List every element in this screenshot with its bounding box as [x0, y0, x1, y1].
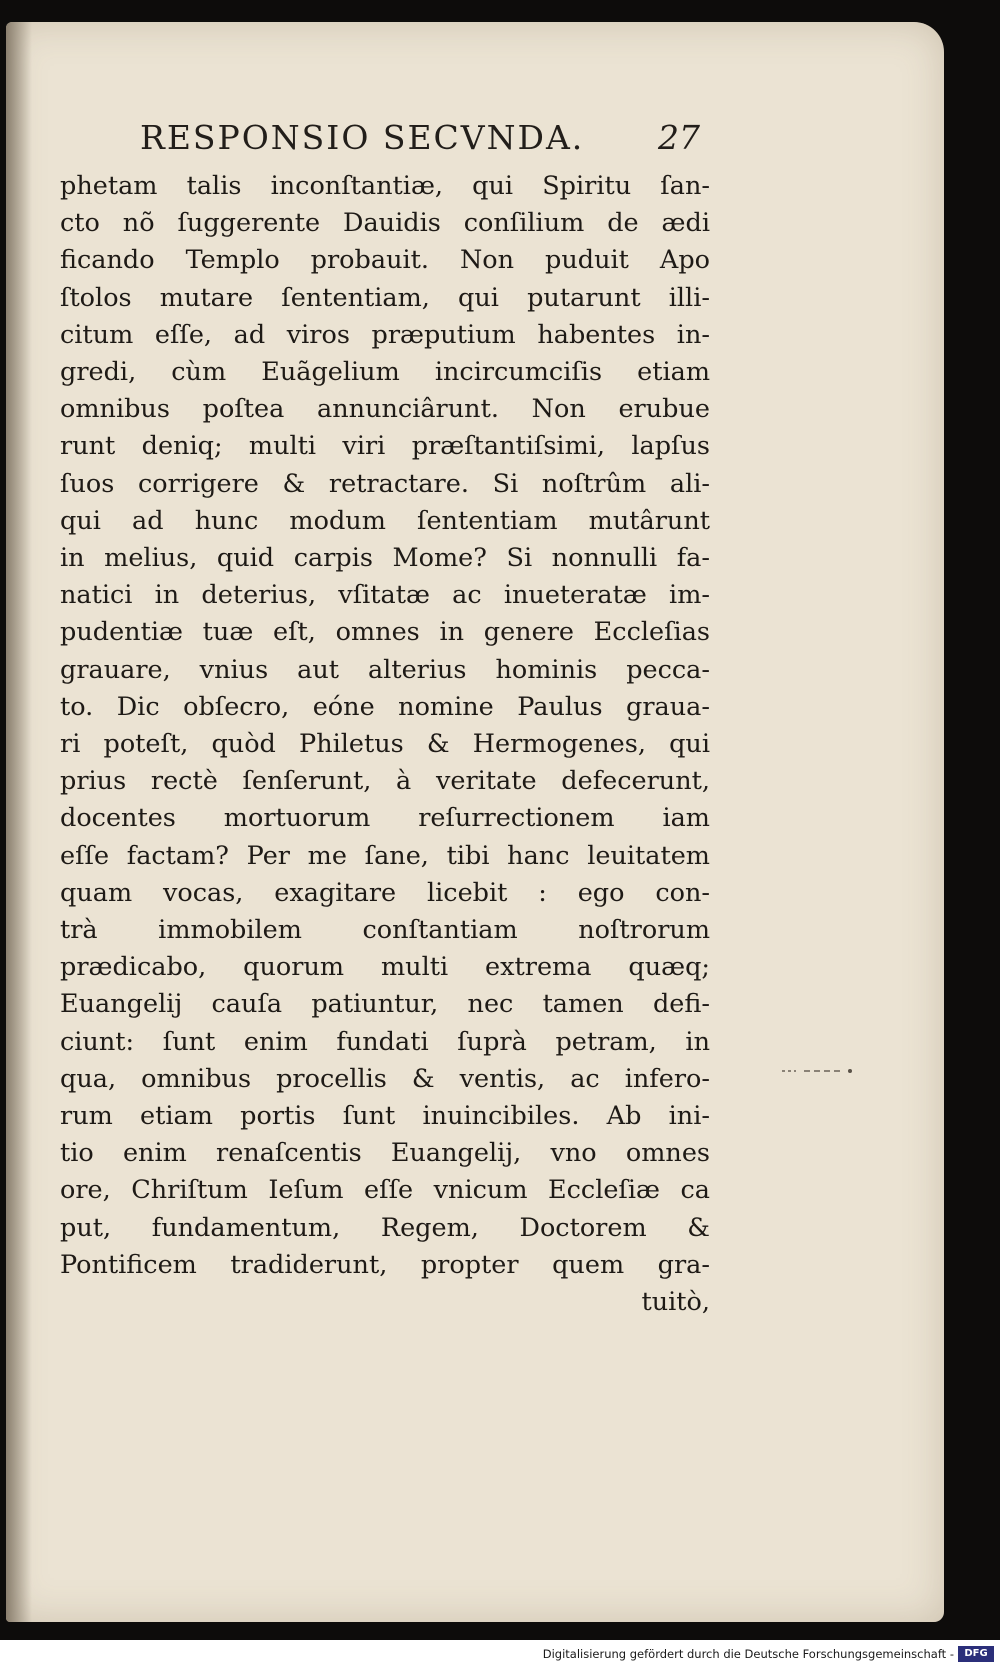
- text-line: quam vocas, exagitare licebit : ego con-: [60, 877, 710, 908]
- text-line: qua, omnibus procellis & ventis, ac infero-: [60, 1063, 710, 1094]
- text-line: grauare, vnius aut alterius hominis pecca-: [60, 654, 710, 685]
- page-number: 27: [658, 118, 700, 157]
- text-line: ſtolos mutare ſententiam, qui putarunt illi-: [60, 282, 710, 313]
- text-line: rum etiam portis ſunt inuincibiles. Ab ini-: [60, 1101, 710, 1132]
- text-line: pudentiæ tuæ eſt, omnes in genere Eccleſias: [60, 617, 710, 648]
- text-line: omnibus poſtea annunciârunt. Non erubue: [60, 394, 710, 425]
- text-line: eſſe factam? Per me ſane, tibi hanc leuitatem: [60, 840, 710, 871]
- text-line: ore, Chriſtum Ieſum eſſe vnicum Eccleſiæ ca: [60, 1175, 710, 1206]
- text-line: qui ad hunc modum ſententiam mutârunt: [60, 505, 710, 536]
- text-line: to. Dic obſecro, eóne nomine Paulus graua-: [60, 691, 710, 722]
- text-line: in melius, quid carpis Mome? Si nonnulli fa-: [60, 543, 710, 574]
- text-line: Euangelij cauſa patiuntur, nec tamen defi-: [60, 989, 710, 1020]
- text-line: phetam talis inconſtantiæ, qui Spiritu ſan-: [60, 171, 710, 201]
- text-line: citum eſſe, ad viros præputium habentes in-: [60, 319, 710, 350]
- text-line: ſuos corrigere & retractare. Si noſtrûm ali-: [60, 468, 710, 499]
- page-header: [140, 118, 700, 164]
- text-line: gredi, cùm Euãgelium incircumciſis etiam: [60, 357, 710, 388]
- text-line: prius rectè ſenſerunt, à veritate defecerunt,: [60, 766, 710, 797]
- digitization-footer: [0, 1640, 1000, 1669]
- text-line: Pontificem tradiderunt, propter quem gra-: [60, 1249, 710, 1280]
- text-line: prædicabo, quorum multi extrema quæq;: [60, 952, 710, 983]
- text-line: ri poteſt, quòd Philetus & Hermogenes, qui: [60, 729, 710, 760]
- catchword: tuitò,: [641, 1287, 710, 1318]
- body-text: [60, 168, 710, 1321]
- running-head: RESPONSIO SECVNDA.: [140, 118, 585, 157]
- margin-ink-mark: [782, 1066, 862, 1076]
- text-line: trà immobilem conſtantiam noſtrorum: [60, 915, 710, 946]
- text-line: ficando Templo probauit. Non puduit Apo: [60, 245, 710, 276]
- page-gutter-shadow: [6, 22, 32, 1622]
- text-line: natici in deterius, vſitatæ ac inueteratæ im-: [60, 580, 710, 611]
- text-line: tio enim renaſcentis Euangelij, vno omnes: [60, 1138, 710, 1169]
- text-line: ciunt: ſunt enim fundati ſuprà petram, in: [60, 1026, 710, 1057]
- text-line: cto nõ ſuggerente Dauidis conſilium de ædi: [60, 208, 710, 239]
- text-line: docentes mortuorum reſurrectionem iam: [60, 803, 710, 834]
- text-line: runt deniq; multi viri præſtantiſsimi, lapſus: [60, 431, 710, 462]
- dfg-logo-icon: DFG: [958, 1646, 994, 1662]
- funding-note: Digitalisierung gefördert durch die Deutsche Forschungsgemeinschaft -: [542, 1647, 954, 1661]
- text-line: put, fundamentum, Regem, Doctorem &: [60, 1212, 710, 1243]
